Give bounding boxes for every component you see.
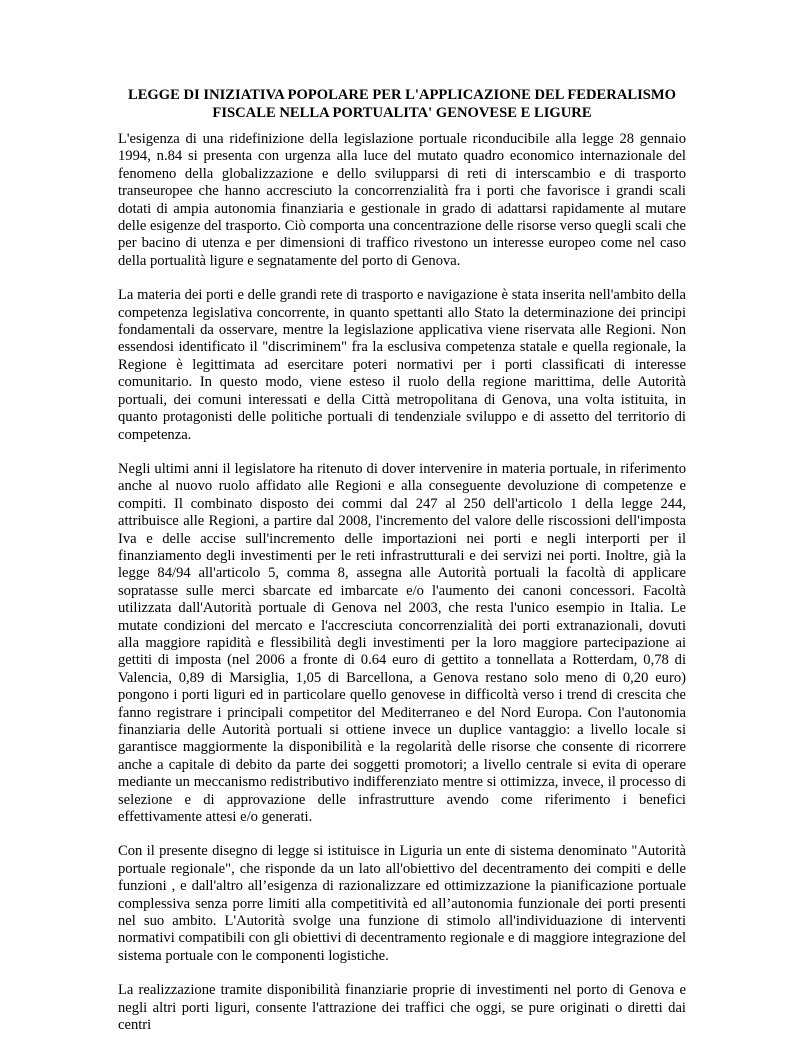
document-title: [118, 86, 686, 122]
title-line-1: LEGGE DI INIZIATIVA POPOLARE PER L'APPLICAZIONE DEL FEDERALISMO: [127, 87, 677, 103]
paragraph-1: L'esigenza di una ridefinizione della legislazione portuale riconducibile alla legge 28 gennaio 1994, n.84 si presenta con urgenza alla luce del mutato quadro economico internazionale del fenomeno della globalizzazione e dello svilupparsi di reti di interscambio e di trasporto transeuropee che hanno accresciuto la concorrenzialità fra i porti che favorisce i grandi scali dotati di ampia autonomia finanziaria e gestionale in grado di adattarsi rapidamente al mutare delle esigenze del trasporto. Ciò comporta una concentrazione delle risorse verso quegli scali che per bacino di utenza e per dimensioni di traffico rivestono un interesse europeo come nel caso della portualità ligure e segnatamente del porto di Genova.: [118, 131, 686, 269]
document-page: [118, 86, 686, 1052]
paragraph-3: Negli ultimi anni il legislatore ha ritenuto di dover intervenire in materia portuale, in riferimento anche al nuovo ruolo affidato alle Regioni e alla conseguente devoluzione di competenze e compiti. Il combinato disposto dei commi dal 247 al 250 dell'articolo 1 della legge 244, attribuisce alle Regioni, a partire dal 2008, l'incremento del valore delle riscossioni dell'imposta Iva e delle accise sull'incremento delle importazioni nei porti e negli interporti per il finanziamento degli investimenti per le reti infrastrutturali e dei servizi nei porti. Inoltre, già la legge 84/94 all'articolo 5, comma 8, assegna alle Autorità portuali la facoltà di applicare sopratasse sulle merci sbarcate ed imbarcate e/o l'aumento dei canoni concessori. Facoltà utilizzata dall'Autorità portuale di Genova nel 2003, che resta l'unico esempio in Italia. Le mutate condizioni del mercato e l'accresciuta concorrenzialità dei porti extranazionali, dovuti alla maggiore rapidità e flessibilità degli investimenti per la loro maggiore partecipazione ai gettiti di imposta (nel 2006 a fronte di 0.64 euro di gettito a tonnellata a Rotterdam, 0,78 di Valencia, 0,89 di Marsiglia, 1,05 di Barcellona, a Genova restano solo meno di 0,20 euro) pongono i porti liguri ed in particolare quello genovese in difficoltà verso i trend di crescita che fanno registrare i principali competitor del Mediterraneo e del Nord Europa. Con l'autonomia finanziaria delle Autorità portuali si ottiene invece un duplice vantaggio: a livello locale si garantisce maggiormente la disponibilità e la regolarità delle risorse che consente di ricorrere anche a capitale di debito da parte dei soggetti promotori; a livello centrale si evita di operare mediante un meccanismo redistributivo indifferenziato mentre si ottimizza, invece, il processo di selezione e di approvazione delle infrastrutture avendo come riferimento i benefici effettivamente attesi e/o generati.: [118, 460, 686, 826]
paragraph-2: La materia dei porti e delle grandi rete di trasporto e navigazione è stata inserita nell'ambito della competenza legislativa concorrente, in quanto spettanti allo Stato la determinazione dei principi fondamentali da osservare, mentre la legislazione applicativa viene riservata alle Regioni. Non essendosi identificato il "discriminem" fra la esclusiva competenza statale e quella regionale, la Regione è legittimata ad esercitare poteri normativi per i porti classificati di interesse comunitario. In questo modo, viene esteso il ruolo della regione marittima, delle Autorità portuali, dei comuni interessati e della Città metropolitana di Genova, una volta istituita, in quanto protagonisti delle politiche portuali di tendenziale sviluppo e di assetto del territorio di competenza.: [118, 287, 686, 443]
paragraph-5: La realizzazione tramite disponibilità finanziarie proprie di investimenti nel porto di Genova e negli altri porti liguri, consente l'attrazione dei traffici che oggi, se pure originati o diretti dai centri: [118, 982, 686, 1034]
title-line-2: FISCALE NELLA PORTUALITA' GENOVESE E LIGURE: [212, 105, 592, 121]
paragraph-4: Con il presente disegno di legge si istituisce in Liguria un ente di sistema denominato "Autorità portuale regionale", che risponde da un lato all'obiettivo del decentramento dei compiti e delle funzioni , e dall'altro all’esigenza di razionalizzare ed ottimizzazione la pianificazione portuale complessiva senza porre limiti alla competitività ed all’autonomia funzionale dei porti presenti nel suo ambito. L'Autorità svolge una funzione di stimolo all'individuazione di interventi normativi compatibili con gli obiettivi di decentramento regionale e di maggiore integrazione del sistema portuale con le componenti logistiche.: [118, 843, 686, 964]
